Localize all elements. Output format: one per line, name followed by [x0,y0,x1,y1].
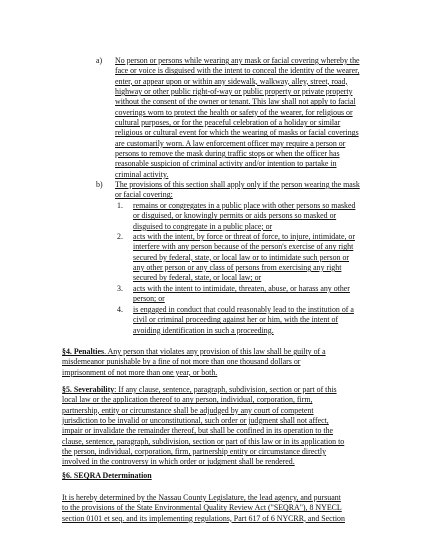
item-b-line: or facial covering: [115,190,173,200]
subitem-line: secured by federal, state, or local law or to intimidate such person or [133,252,350,262]
subitem-line: or disguised, or knowingly permits or aids persons so masked or [133,211,337,221]
subitem-line: secured by federal, state, or local law; or [133,273,262,283]
item-b-marker: b) [96,180,103,189]
item-a-line: highway or other public right-of-way or public property or private property [115,87,353,97]
item-a-marker: a) [96,56,103,65]
section-4-heading: §4. Penalties [62,347,105,356]
section-line: section 0101 et seq. and its implementing regulations, Part 617 of 6 NYCRR, and Section [62,513,345,523]
section-line: local law or the application thereof to any person, individual, corporation, firm, [62,395,313,405]
item-a-line: religious or cultural event for which the wearing of masks or facial coverings [115,128,359,138]
subitem-3-marker: 3. [117,284,123,293]
item-a-text [115,56,360,180]
item-a-line: reasonable suspicion of criminal activity and/or intention to partake in [115,159,337,169]
subitem-1-marker: 1. [117,201,123,210]
subitem-line: avoiding identification in such a proceeding. [133,325,274,335]
item-b-text [115,180,360,201]
section-line: : If any clause, sentence, paragraph, subdivision, section or part of this [114,385,337,394]
subitem-2-marker: 2. [117,232,123,241]
section-line: misdemeanor punishable by a fine of not more than one thousand dollars or [62,357,301,367]
item-a-line: face or voice is disguised with the intent to conceal the identity of the wearer, [115,66,360,76]
item-a-line: persons to remove the mask during traffic stops or when the officer has [115,149,340,159]
subitem-line: person; or [133,294,165,304]
item-a-line: coverings worn to protect the health or safety of the wearer, for religious or [115,107,353,117]
section-line: . Any person that violates any provision of this law shall be guilty of a [104,347,326,356]
section-line: It is hereby determined by the Nassau County Legislature, the lead agency, and pursuant [62,493,341,502]
item-a-line: cultural purposes, or for the peaceful celebration of a holiday or similar [115,118,341,128]
section-5-severability [62,385,344,468]
subitem-line: disguised to congregate in a public place; or [133,221,273,231]
subitem-line: any other person or any class of persons from exercising any right [133,263,342,273]
section-line: clause, sentence, paragraph, subdivision, section or part of this law or in its application to [62,436,345,446]
section-line: to the provisions of the State Environmental Quality Review Act ("SEQRA"), 8 NYECL [62,503,342,513]
item-a-line: No person or persons while wearing any mask or facial covering whereby the [115,56,360,65]
subitem-line: interfere with any person because of the person's exercise of any right [133,242,354,252]
subitem-1-text [133,201,355,232]
section-line: impair or invalidate the remainder thereof, but shall be confined in its operation to the [62,426,334,436]
subitem-line: civil or criminal proceeding against her or him, with the intent of [133,315,339,325]
subitem-4-marker: 4. [117,305,123,314]
subitem-line: remains or congregates in a public place with other persons so masked [133,201,356,210]
section-6-body [62,493,345,524]
subitem-line: is engaged in conduct that could reasonably lead to the institution of a [133,305,354,314]
subitem-4-text [133,305,354,336]
subitem-line: acts with the intent to intimidate, threaten, abuse, or harass any other [133,284,350,293]
section-line: jurisdiction to be invalid or unconstitutional, such order or judgment shall not affect, [62,416,329,426]
section-4-penalties [62,347,326,378]
section-line: the person, individual, corporation, firm, partnership entity or circumstance directly [62,447,327,457]
subitem-line: acts with the intent, by force or threat of force, to injure, intimidate, or [133,232,355,241]
section-line: involved in the controversy in which order or judgment shall be rendered. [62,457,295,467]
item-b-line: The provisions of this section shall apply only if the person wearing the mask [115,180,360,189]
item-a-line: enter, or appear upon or within any sidewalk, walkway, alley, street, road, [115,76,348,86]
section-line: partnership, entity or circumstance shall be adjudged by any court of competent [62,405,314,415]
subitem-3-text [133,284,350,305]
section-5-heading: §5. Severability [62,385,115,394]
subitem-2-text [133,232,355,284]
item-a-line: criminal activity. [115,169,169,179]
section-line: imprisonment of not more than one year, or both. [62,367,218,377]
item-a-line: are customarily worn. A law enforcement officer may require a person or [115,138,346,148]
item-a-line: without the consent of the owner or tenant. This law shall not apply to facial [115,97,356,107]
section-6-heading: §6. SEQRA Determination [62,471,152,480]
